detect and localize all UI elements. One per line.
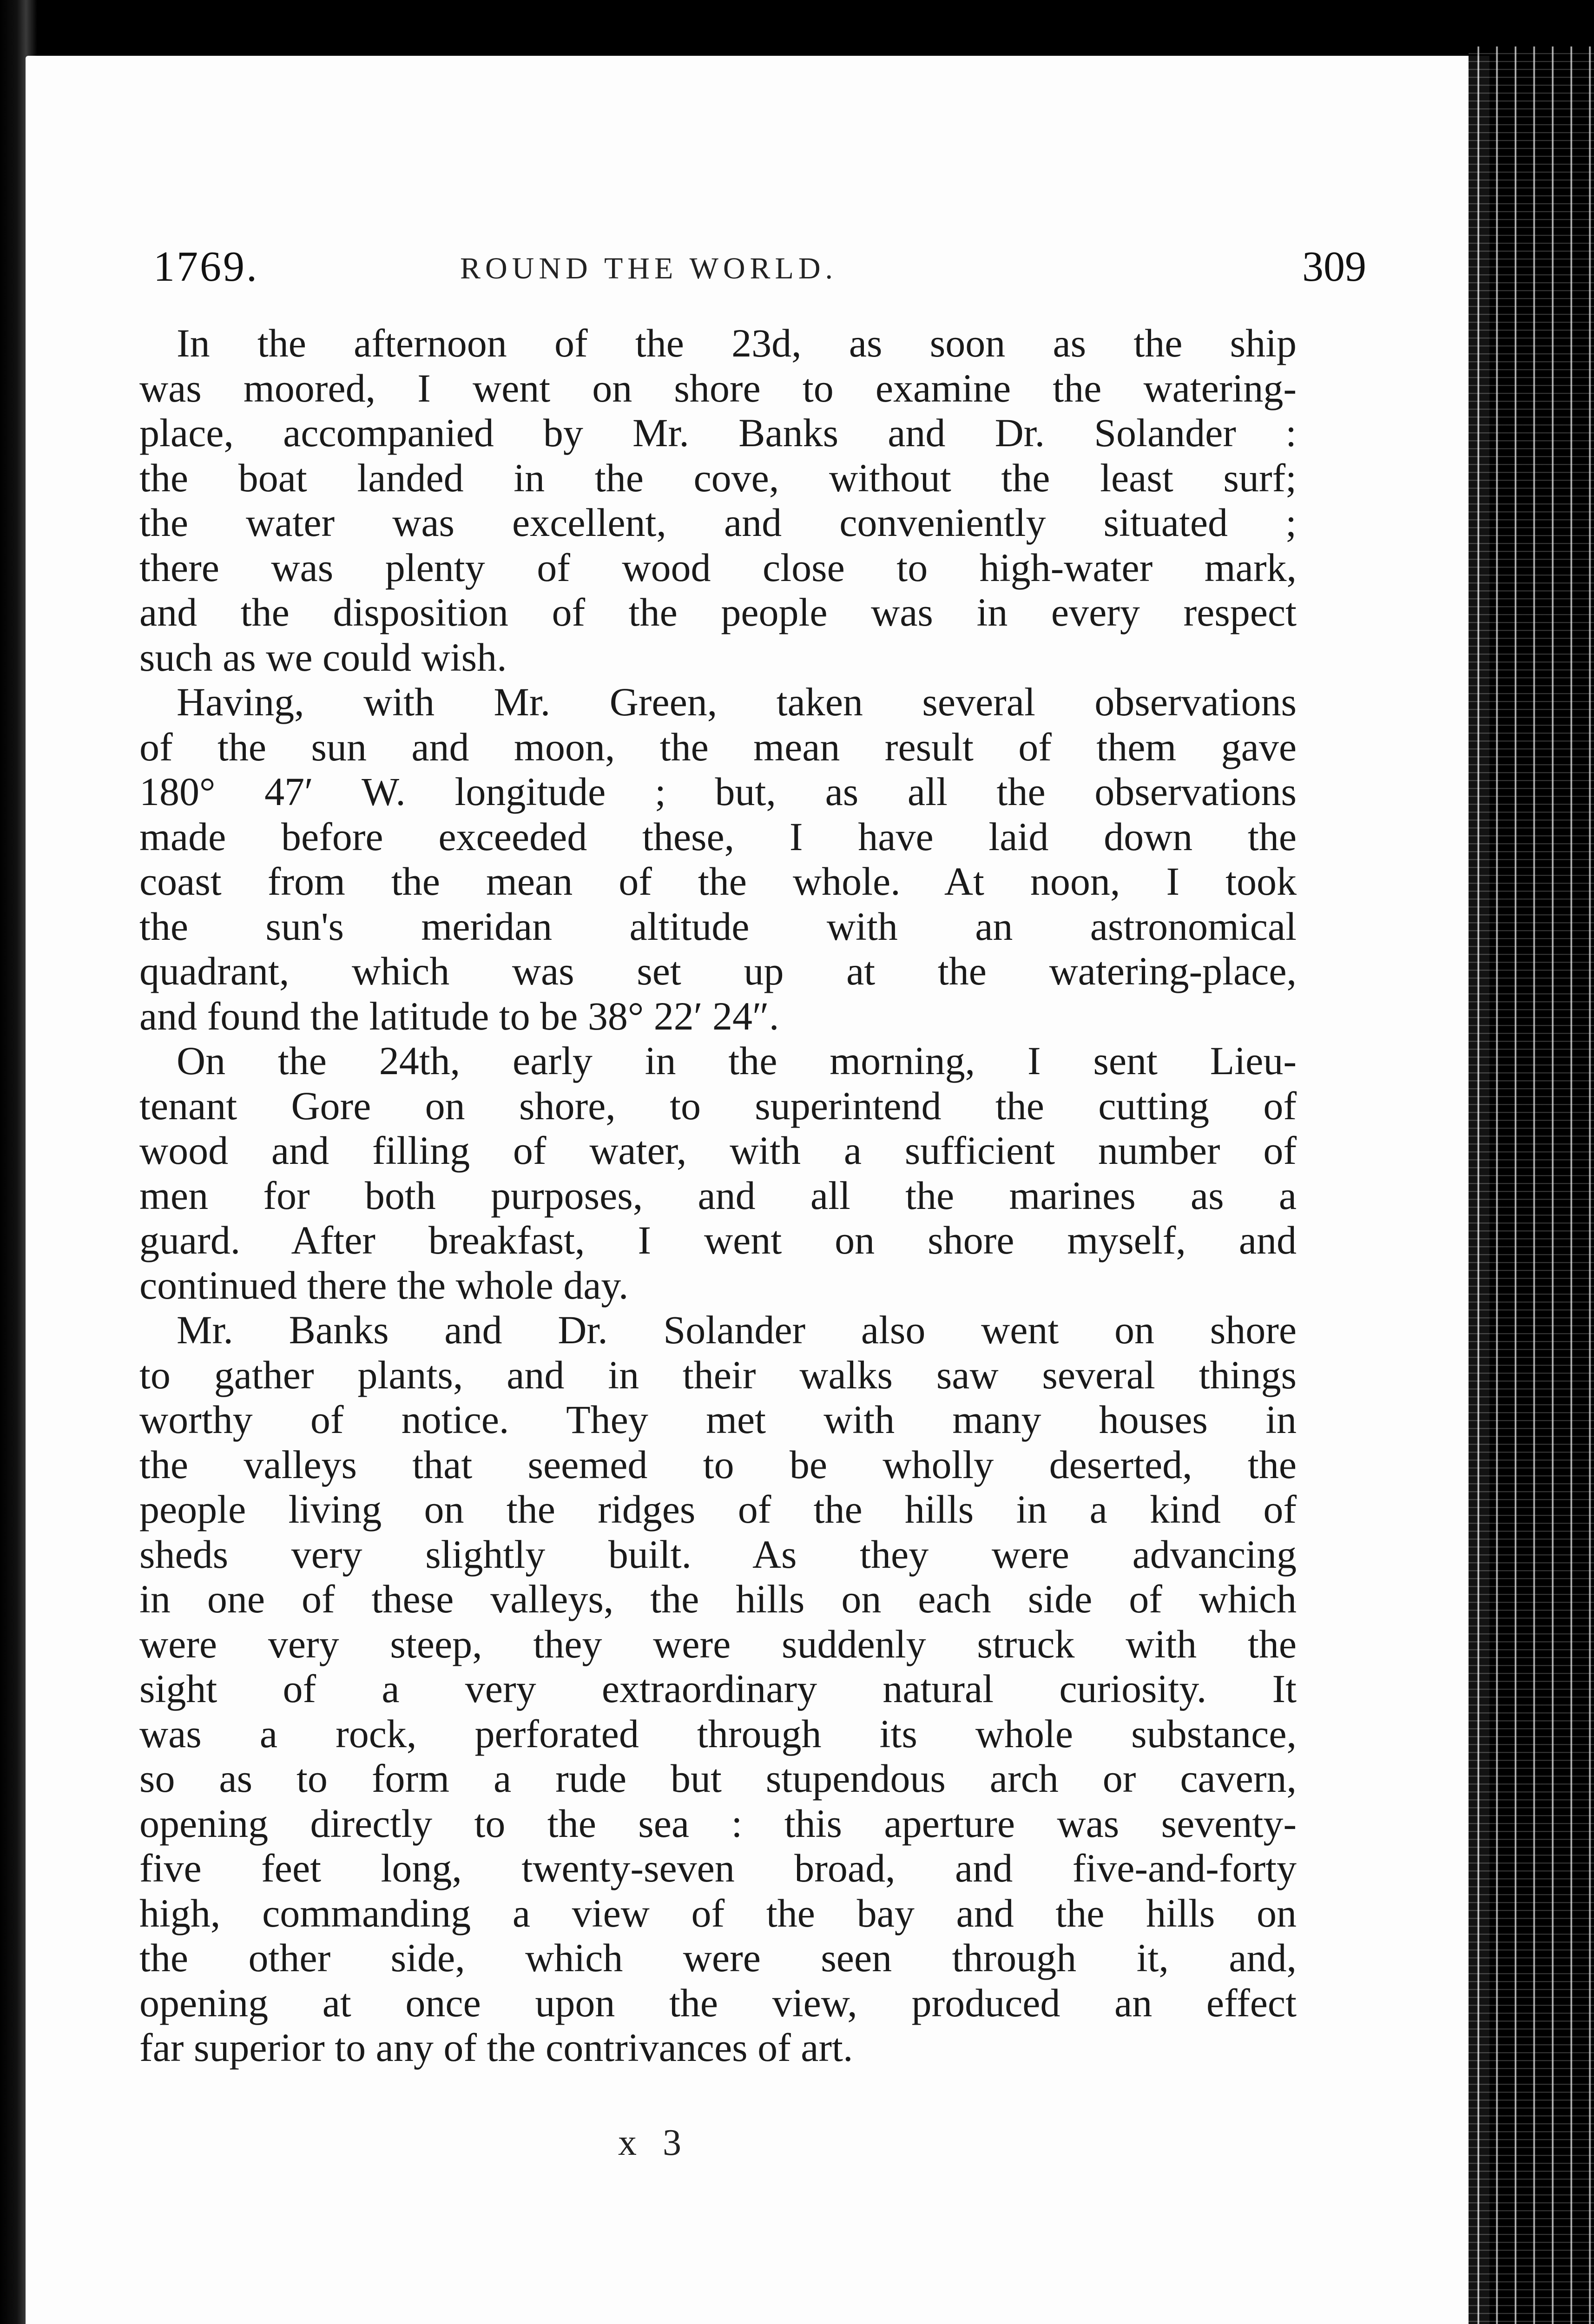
text-line: people living on the ridges of the hills in a kind of: [139, 1487, 1297, 1532]
text-line: opening directly to the sea : this aperture was seventy-: [139, 1801, 1297, 1846]
text-line: and the disposition of the people was in every respect: [139, 590, 1297, 634]
text-line: place, accompanied by Mr. Banks and Dr. Solander :: [139, 410, 1297, 455]
text-line: guard. After breakfast, I went on shore myself, and: [139, 1218, 1297, 1262]
running-head-year: 1769.: [153, 243, 259, 290]
text-line: the sun's meridan altitude with an astronomical: [139, 904, 1297, 949]
body-text: [139, 321, 1297, 2070]
text-line: five feet long, twenty-seven broad, and five-and-forty: [139, 1846, 1297, 1890]
text-line: the valleys that seemed to be wholly deserted, the: [139, 1442, 1297, 1487]
text-line: was moored, I went on shore to examine the watering-: [139, 365, 1297, 410]
page-number: 309: [1302, 243, 1366, 290]
text-line: so as to form a rude but stupendous arch or cavern,: [139, 1756, 1297, 1801]
text-line: were very steep, they were suddenly struck with the: [139, 1621, 1297, 1666]
text-line: opening at once upon the view, produced an effect: [139, 1980, 1297, 2025]
text-line: far superior to any of the contrivances of art.: [139, 2025, 853, 2070]
text-line: the other side, which were seen through it, and,: [139, 1935, 1297, 1980]
text-line: high, commanding a view of the bay and the hills on: [139, 1890, 1297, 1935]
text-line: made before exceeded these, I have laid down the: [139, 814, 1297, 859]
signature-mark: x 3: [618, 2122, 690, 2163]
text-line: sight of a very extraordinary natural curiosity. It: [139, 1666, 1297, 1711]
text-line: continued there the whole day.: [139, 1262, 629, 1307]
text-line: of the sun and moon, the mean result of them gave: [139, 724, 1297, 769]
text-line: in one of these valleys, the hills on each side of which: [139, 1577, 1297, 1621]
text-line: there was plenty of wood close to high-water mark,: [139, 545, 1297, 590]
text-line: quadrant, which was set up at the watering-place,: [139, 949, 1297, 993]
running-head: [153, 242, 1450, 302]
text-line: tenant Gore on shore, to superintend the cutting of: [139, 1083, 1297, 1128]
text-line: and found the latitude to be 38° 22′ 24″.: [139, 993, 779, 1038]
text-line: the water was excellent, and conveniently situated ;: [139, 500, 1297, 545]
text-line: Having, with Mr. Green, taken several observations: [177, 680, 1297, 724]
text-line: coast from the mean of the whole. At noon, I took: [139, 859, 1297, 904]
text-line: men for both purposes, and all the marines as a: [139, 1173, 1297, 1218]
running-head-title: ROUND THE WORLD.: [460, 251, 838, 285]
text-line: such as we could wish.: [139, 634, 507, 680]
text-line: was a rock, perforated through its whole substance,: [139, 1711, 1297, 1756]
text-line: wood and filling of water, with a sufficient number of: [139, 1128, 1297, 1173]
text-line: worthy of notice. They met with many houses in: [139, 1397, 1297, 1442]
text-line: to gather plants, and in their walks saw several things: [139, 1352, 1297, 1397]
text-line: On the 24th, early in the morning, I sent Lieu-: [177, 1038, 1297, 1083]
text-line: In the afternoon of the 23d, as soon as the ship: [177, 321, 1297, 365]
text-line: the boat landed in the cove, without the least surf;: [139, 455, 1297, 500]
text-line: 180° 47′ W. longitude ; but, as all the observations: [139, 769, 1297, 814]
text-line: Mr. Banks and Dr. Solander also went on shore: [177, 1307, 1297, 1352]
text-line: sheds very slightly built. As they were advancing: [139, 1532, 1297, 1577]
page-fore-edge: [1469, 46, 1594, 2324]
